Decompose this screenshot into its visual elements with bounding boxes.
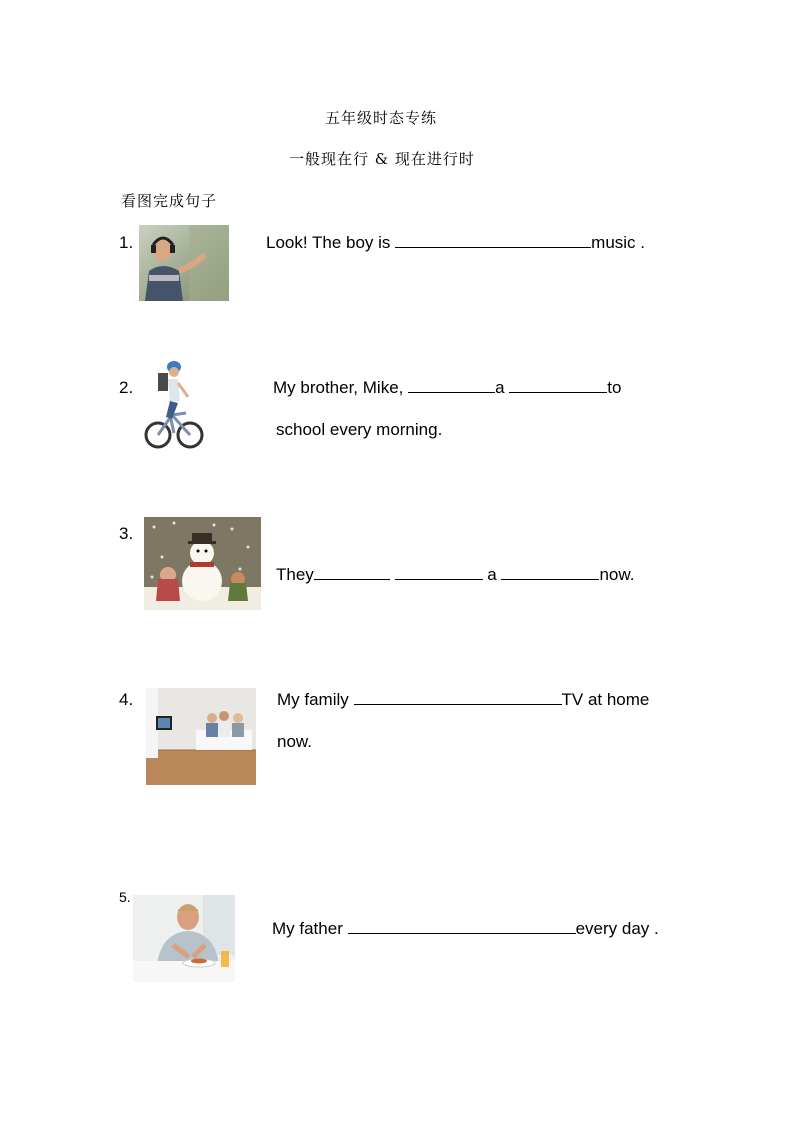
question-3-text-a: They — [276, 565, 314, 584]
family-tv-image — [146, 688, 256, 785]
question-4-blank[interactable] — [354, 690, 562, 705]
question-3-blank-2[interactable] — [395, 565, 483, 580]
question-5-number: 5. — [119, 889, 131, 905]
question-2-number: 2. — [119, 378, 134, 397]
question-1-blank[interactable] — [395, 233, 591, 248]
question-3-text-b: a — [487, 565, 502, 584]
question-5-sentence — [272, 919, 659, 939]
question-5-text-b: every day . — [575, 919, 659, 938]
question-2-blank-1[interactable] — [408, 378, 495, 393]
question-4-sentence — [277, 690, 649, 710]
question-2-sentence — [273, 378, 621, 398]
question-2-blank-2[interactable] — [509, 378, 607, 393]
question-3-text-c: now. — [599, 565, 635, 584]
question-4-text-b: TV at home — [561, 690, 650, 709]
question-4-line2: now. — [277, 732, 312, 751]
question-3-number: 3. — [119, 524, 134, 543]
question-5-text-a: My father — [272, 919, 348, 938]
boy-bicycle-image — [144, 357, 204, 455]
question-2-text-a: My brother, Mike, — [273, 378, 409, 397]
question-5-blank[interactable] — [348, 919, 576, 934]
question-2-text-b: a — [495, 378, 510, 397]
boy-headphones-image — [139, 225, 229, 301]
question-3-blank-3[interactable] — [501, 565, 599, 580]
question-1-text-b: music . — [591, 233, 645, 252]
instruction-text: 看图完成句子 — [121, 192, 218, 210]
snowman-image — [144, 517, 261, 610]
question-2-line2: school every morning. — [276, 420, 443, 439]
question-1-text-a: Look! The boy is — [266, 233, 396, 252]
question-2-text-c: to — [607, 378, 622, 397]
worksheet-title: 五年级时态专练 — [325, 109, 438, 127]
man-breakfast-image — [133, 895, 235, 982]
worksheet-subtitle: 一般现在行 & 现在进行时 — [289, 150, 475, 168]
question-4-number: 4. — [119, 690, 134, 709]
question-3-blank-1[interactable] — [314, 565, 390, 580]
question-1-sentence — [266, 233, 645, 253]
question-3-sentence — [276, 565, 634, 585]
question-4-text-a: My family — [277, 690, 354, 709]
question-1-number: 1. — [119, 233, 134, 252]
